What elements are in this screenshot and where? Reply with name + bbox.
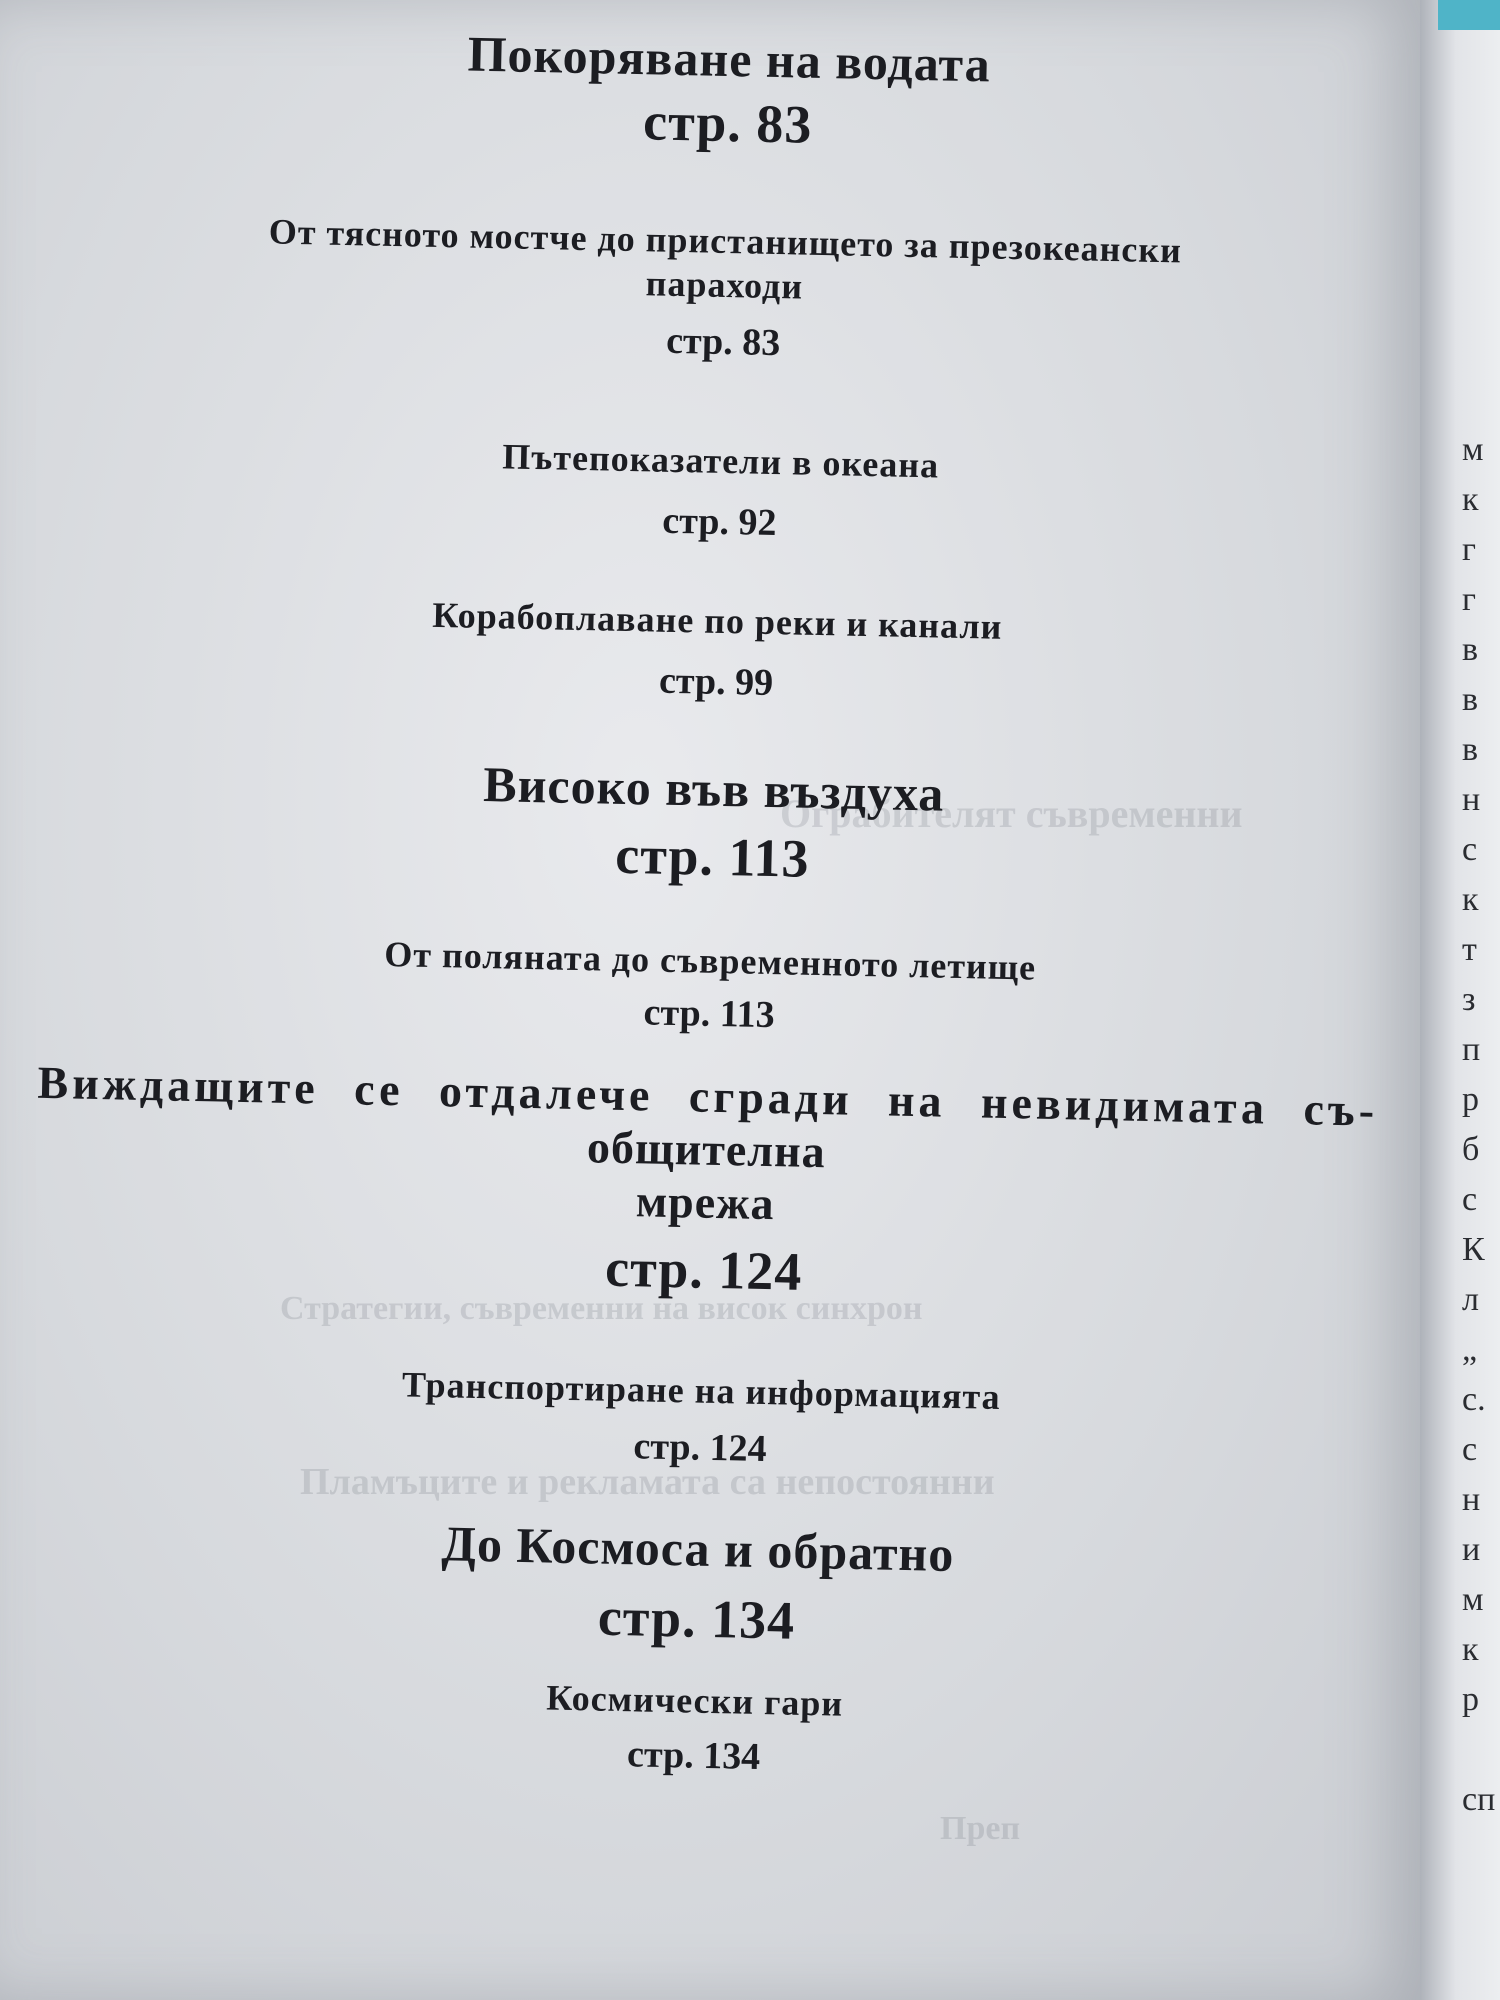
page-number: стр. 134	[597, 1586, 796, 1651]
letter: т	[1462, 931, 1477, 968]
letter: к	[1462, 1631, 1479, 1668]
page-number: стр. 124	[604, 1237, 804, 1302]
letter: м	[1462, 431, 1484, 468]
page-number: стр. 134	[626, 1733, 761, 1779]
letter: п	[1462, 1031, 1481, 1068]
section-title: Транспортиране на информацията	[401, 1364, 1002, 1417]
show-through-text: Ограбителят съвременни	[780, 791, 1243, 836]
letter: к	[1462, 881, 1479, 918]
letter: г	[1462, 531, 1476, 568]
page-number: стр. 113	[614, 824, 811, 889]
chapter-title-continued: мрежа	[635, 1175, 776, 1230]
page-number: стр. 124	[633, 1425, 768, 1471]
section-title: Пътепоказатели в океана	[502, 436, 940, 486]
cover-corner	[1438, 0, 1500, 30]
toc-chapter	[33, 1056, 1378, 1315]
page-number: стр. 113	[643, 991, 776, 1037]
toc-section	[30, 1356, 1372, 1484]
letter: н	[1462, 781, 1481, 818]
letter: р	[1462, 1081, 1479, 1118]
page-number: стр. 83	[665, 319, 781, 365]
right-page-edge-text	[1462, 425, 1500, 1825]
letter: м	[1462, 1581, 1484, 1618]
section-title: От поляната до съвременното летище	[384, 933, 1037, 988]
toc-section	[23, 1666, 1365, 1792]
letter: с.	[1462, 1381, 1486, 1418]
letter: з	[1462, 981, 1476, 1018]
page-number: стр. 92	[661, 499, 777, 545]
letter: л	[1462, 1281, 1479, 1318]
chapter-title: Виждащите се отдалече сгради на невидимата съ-	[37, 1056, 1379, 1136]
letter: с	[1462, 1431, 1478, 1468]
letter: в	[1462, 631, 1479, 668]
toc-chapter	[42, 746, 1384, 902]
toc-section	[49, 426, 1391, 558]
letter: р	[1462, 1681, 1479, 1718]
section-title: Корабоплаване по реки и канали	[431, 594, 1003, 647]
letter: сп	[1462, 1781, 1496, 1818]
letter: с	[1462, 1181, 1478, 1218]
toc-chapter	[26, 1506, 1368, 1664]
chapter-title-continued: общителна	[586, 1121, 827, 1178]
letter: с	[1462, 831, 1478, 868]
letter: к	[1462, 481, 1479, 518]
toc-section	[53, 206, 1396, 378]
letter: б	[1462, 1131, 1480, 1168]
letter: н	[1462, 1481, 1481, 1518]
page-number: стр. 99	[658, 659, 774, 705]
letter: „	[1462, 1331, 1478, 1368]
toc-section	[39, 926, 1381, 1050]
letter: в	[1462, 681, 1479, 718]
show-through-text: Преп	[940, 1810, 1021, 1847]
toc-section	[46, 586, 1388, 718]
chapter-title: Високо във въздуха	[482, 756, 945, 822]
chapter-title: До Космоса и обратно	[441, 1515, 955, 1583]
section-title: От тясното мостче до пристанището за презокеански	[268, 211, 1183, 271]
letter: К	[1462, 1231, 1485, 1268]
letter: в	[1462, 731, 1479, 768]
letter: и	[1462, 1531, 1481, 1568]
section-title: Космически гари	[545, 1677, 844, 1724]
section-title-continued: параходи	[645, 263, 804, 307]
chapter-title: Покоряване на водата	[467, 25, 992, 93]
show-through-text: Пламъците и рекламата са непостоянни	[300, 1461, 995, 1503]
page-number: стр. 83	[642, 91, 814, 155]
letter: г	[1462, 581, 1476, 618]
show-through-text: Стратегии, съвременни на висок синхрон	[280, 1290, 923, 1327]
toc-chapter	[57, 16, 1399, 168]
